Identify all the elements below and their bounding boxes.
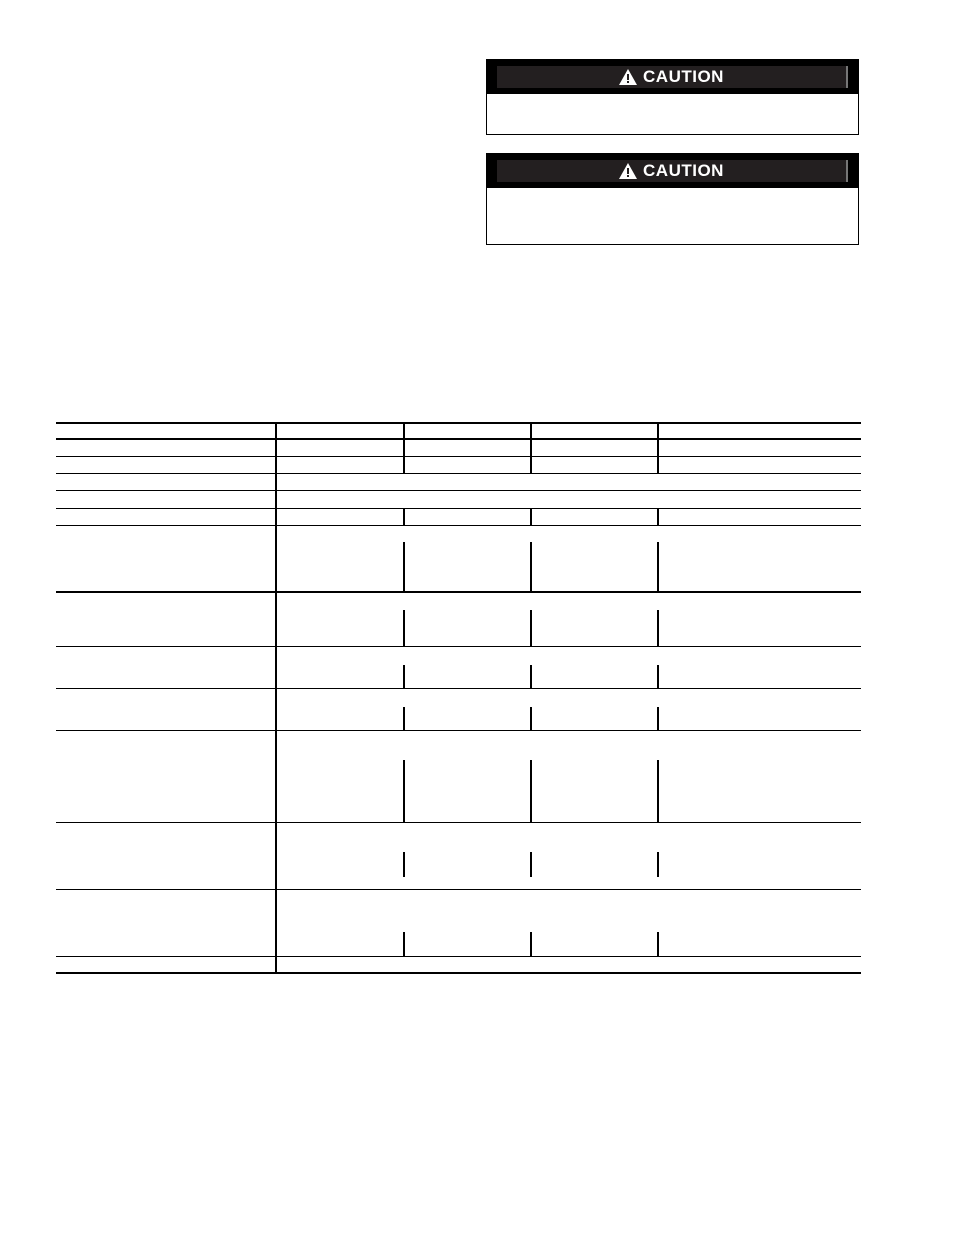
caution-box-2 <box>486 153 859 245</box>
table-divider <box>275 422 277 974</box>
table-rule <box>56 490 861 491</box>
table-rule <box>56 422 861 424</box>
warning-triangle-icon <box>619 69 637 85</box>
table-divider <box>403 665 405 688</box>
table-divider <box>657 707 659 730</box>
table-divider <box>657 760 659 822</box>
table-rule <box>56 456 861 457</box>
table-divider <box>403 852 405 877</box>
table-rule <box>56 889 861 890</box>
table-divider <box>403 508 405 526</box>
caution-label: CAUTION <box>643 67 724 86</box>
table-divider <box>657 852 659 877</box>
table-divider <box>530 932 532 957</box>
table-divider <box>530 542 532 592</box>
table-rule <box>56 956 861 957</box>
table-rule <box>56 972 861 974</box>
caution-header <box>487 60 858 94</box>
caution-text <box>487 94 858 102</box>
table-divider <box>530 760 532 822</box>
table-divider <box>403 932 405 957</box>
caution-box-1 <box>486 59 859 135</box>
table-rule <box>56 822 861 823</box>
table-divider <box>530 852 532 877</box>
table-rule <box>56 438 861 440</box>
table-rule <box>56 591 861 593</box>
table-divider <box>657 542 659 592</box>
caution-text <box>487 188 858 196</box>
table-divider <box>657 932 659 957</box>
caution-label: CAUTION <box>643 161 724 180</box>
table-divider <box>403 707 405 730</box>
table-divider <box>657 508 659 526</box>
table-divider <box>530 508 532 526</box>
table-divider <box>530 422 532 474</box>
table-divider <box>657 665 659 688</box>
table-divider <box>403 542 405 592</box>
table-divider <box>403 760 405 822</box>
table-divider <box>530 610 532 646</box>
table-rule <box>56 525 861 526</box>
table-divider <box>657 422 659 474</box>
table-divider <box>403 422 405 474</box>
table-divider <box>657 610 659 646</box>
table-rule <box>56 473 861 474</box>
caution-header <box>487 154 858 188</box>
warning-triangle-icon <box>619 163 637 179</box>
table-divider <box>530 665 532 688</box>
table-rule <box>56 646 861 647</box>
table-rule <box>56 508 861 509</box>
table-divider <box>403 610 405 646</box>
table-rule <box>56 730 861 731</box>
table-rule <box>56 688 861 689</box>
spec-table <box>56 422 861 974</box>
table-divider <box>530 707 532 730</box>
